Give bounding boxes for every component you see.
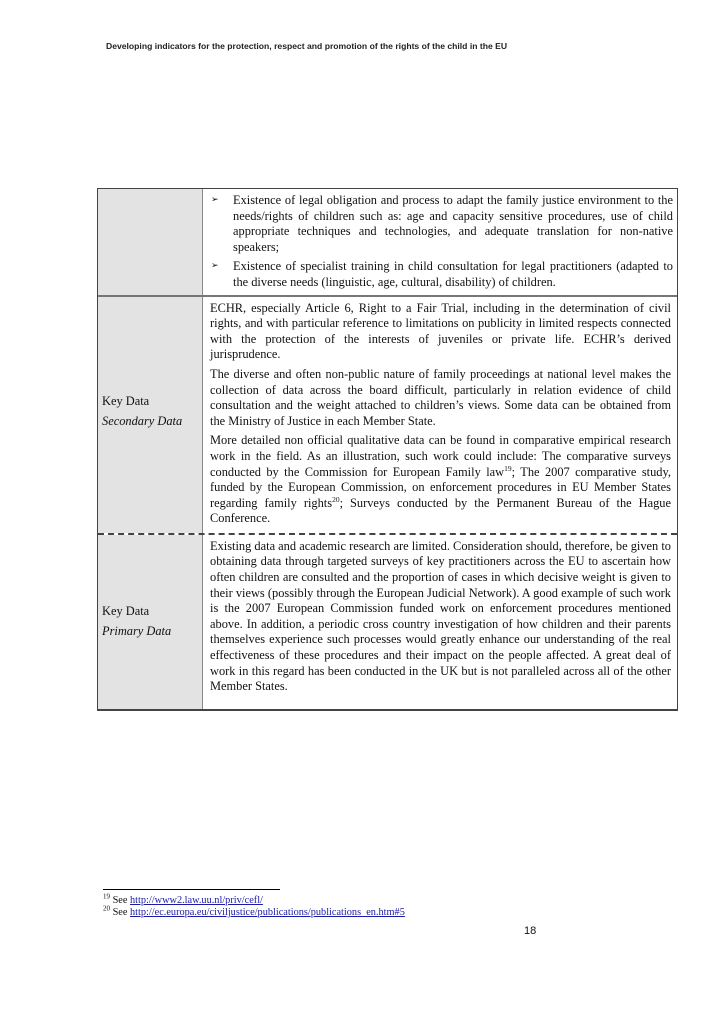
footnote-prefix: See (112, 907, 131, 918)
list-item (211, 193, 673, 255)
footnote-number: 20 (103, 904, 110, 913)
bullet-text: Existence of legal obligation and process to adapt the family justice environment to the needs/rights of children such as: age and capacity sensitive procedures, use of child appropriate techniques and technologies, and adequate translation for non-native speakers; (233, 193, 673, 254)
key-data-label (102, 394, 182, 430)
row-label-cell (98, 297, 203, 533)
table-row-secondary-data (98, 295, 677, 533)
row-content-cell (203, 297, 677, 533)
indicator-table (97, 188, 678, 711)
row-content-cell (203, 535, 677, 709)
bullet-text: Existence of specialist training in child consultation for legal practitioners (adapted to the diverse needs (linguistic, age, cultural, disability) of children. (233, 259, 673, 289)
list-item (211, 259, 673, 290)
table-row-process-indicators (98, 189, 677, 295)
footnote (103, 892, 405, 907)
footnote-separator (103, 889, 280, 890)
table-row-primary-data (98, 533, 677, 709)
paragraph: Existing data and academic research are limited. Consideration should, therefore, be given to obtaining data through targeted surveys of key practitioners across the EU to ascertain how often children are consulted and the proportion of cases in which decisive weight is given to their views (possibly through the European Judicial Network). A good example of such work is the 2007 European Commission funded work on enforcement procedures mentioned above. In addition, a periodic cross country investigation of how children and their parents themselves experience such processes would greatly enhance our understanding of the real effectiveness of these procedures and their impact on the people affected. A great deal of work in this regard has been conducted in the UK but is not paralleled across all of the other Member States. (210, 538, 671, 694)
paragraph (210, 433, 671, 527)
row-content-cell (203, 189, 677, 295)
footnote-link[interactable]: http://ec.europa.eu/civiljustice/publications/publications_en.htm#5 (130, 907, 405, 918)
paragraph-text: ; The 2007 comparative study, funded by the European Commission, on enforcement procedures in EU Member States regarding family rights (210, 464, 671, 510)
paragraph: ECHR, especially Article 6, Right to a Fair Trial, including in the determination of civil rights, and with particular reference to limitations on publicity in limited respects connected with the protection of the interests of juveniles or private life. ECHR’s derived jurisprudence. (210, 300, 671, 362)
paragraph-text: More detailed non official qualitative data can be found in comparative empirical research work in the field. As an illustration, such work could include: The comparative surveys conducted by the Commission for European Family law (210, 433, 671, 479)
footnote-link[interactable]: http://www2.law.uu.nl/priv/cefl/ (130, 895, 263, 906)
footnote (103, 904, 405, 919)
footnotes (103, 892, 405, 919)
key-label: Key Data (102, 393, 150, 408)
arrow-bullet-icon: ➢ (211, 261, 219, 272)
footnote-ref[interactable]: 20 (332, 494, 340, 504)
key-sublabel: Secondary Data (102, 414, 183, 429)
key-sublabel: Primary Data (102, 624, 172, 639)
arrow-bullet-icon: ➢ (211, 195, 219, 205)
key-label: Key Data (102, 603, 150, 618)
page-number: 18 (524, 925, 537, 937)
paragraph-text: ; Surveys conducted by the Permanent Bureau of the Hague Conference. (210, 495, 671, 526)
running-header: Developing indicators for the protection, respect and promotion of the rights of the child in the EU (106, 41, 508, 51)
paragraph: The diverse and often non-public nature of family proceedings at national level makes the collection of data across the board difficult, particularly in relation evidence of child consultation and the weight attached to children’s views. Some data can be obtained from the Ministry of Justice in each Member State. (210, 366, 671, 428)
footnote-number: 19 (103, 892, 110, 901)
row-label-cell (98, 535, 203, 709)
footnote-prefix: See (112, 895, 131, 906)
key-data-label (102, 604, 171, 640)
footnote-ref[interactable]: 19 (504, 463, 512, 473)
row-label-cell (98, 189, 203, 295)
